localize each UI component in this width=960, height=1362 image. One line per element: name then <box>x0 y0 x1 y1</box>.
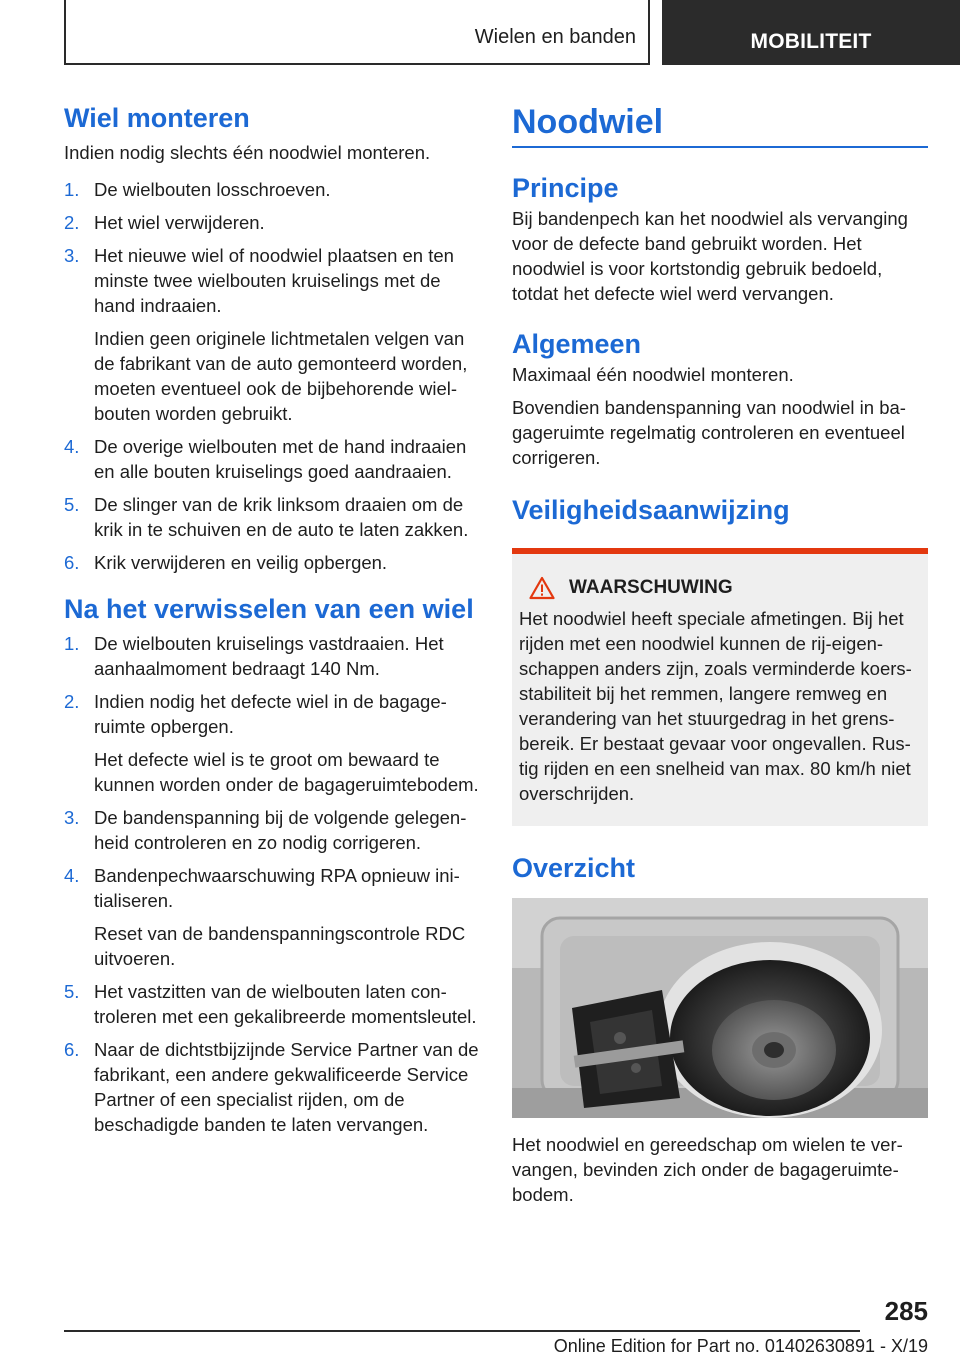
list-item <box>64 210 480 235</box>
warning-title <box>519 576 920 600</box>
step-note: Het defecte wiel is te groot om bewaard te kunnen worden onder de bagageruimtebodem. <box>94 749 479 795</box>
step-number: 6. <box>64 552 80 573</box>
list-item <box>64 177 480 202</box>
step-text: De overige wielbouten met de hand indraaien en alle bouten kruiselings goed aandraaien. <box>94 436 467 482</box>
heading-principe: Principe <box>512 173 619 203</box>
header-chapter-label: MOBILITEIT <box>750 29 872 53</box>
left-column <box>64 100 480 1137</box>
warning-text: Het noodwiel heeft speciale afmetingen. Bij het rijden met een noodwiel kunnen de rij-eigenschappen anders zijn, zoals verminderde koersstabiliteit bij het remmen, langere remweg en verandering van het stuurgedrag in het grensbereik. Er bestaat gevaar voor ongevallen. Rustig rijden en een snelheid van max. 80 km/h niet overschrijden. <box>519 608 912 804</box>
warning-label: WAARSCHUWING <box>569 577 733 598</box>
steps-wiel-monteren <box>64 177 480 575</box>
overzicht-caption: Het noodwiel en gereedschap om wielen te vervangen, bevinden zich onder de bagageruimtebodem. <box>512 1134 903 1205</box>
list-item <box>64 243 480 426</box>
spare-wheel-photo <box>512 898 928 1118</box>
intro-wiel-monteren: Indien nodig slechts één noodwiel monteren. <box>64 142 431 163</box>
header-chapter-tab <box>662 0 960 65</box>
step-number: 5. <box>64 981 80 1002</box>
heading-overzicht: Overzicht <box>512 853 636 883</box>
page-number: 285 <box>884 1296 928 1326</box>
step-number: 4. <box>64 436 80 457</box>
list-item <box>64 805 480 855</box>
step-number: 1. <box>64 633 80 654</box>
step-text: De bandenspanning bij de volgende gelegenheid controleren en zo nodig corrigeren. <box>94 807 467 853</box>
algemeen-text-2: Bovendien bandenspanning van noodwiel in bagageruimte regelmatig controleren en eventueel corrigeren. <box>512 397 906 468</box>
heading-noodwiel: Noodwiel <box>512 103 664 141</box>
step-text: Het wiel verwijderen. <box>94 212 265 233</box>
list-item <box>64 1037 480 1137</box>
list-item <box>64 434 480 484</box>
step-number: 6. <box>64 1039 80 1060</box>
step-text: Het nieuwe wiel of noodwiel plaatsen en ten minste twee wielbouten kruiselings met de hand indraaien. <box>94 245 454 316</box>
heading-algemeen: Algemeen <box>512 329 642 359</box>
step-text: Indien nodig het defecte wiel in de bagageruimte opbergen. <box>94 691 447 737</box>
algemeen-text-1: Maximaal één noodwiel monteren. <box>512 364 794 385</box>
step-text: Krik verwijderen en veilig opbergen. <box>94 552 388 573</box>
step-text: Bandenpechwaarschuwing RPA opnieuw initialiseren. <box>94 865 460 911</box>
list-item <box>64 492 480 542</box>
header-underline <box>64 63 650 65</box>
right-column <box>512 100 928 1207</box>
list-item <box>64 979 480 1029</box>
step-note: Indien geen originele lichtmetalen velgen van de fabrikant van de auto gemonteerd worden, moeten eventueel ook de bijbehorende wielbouten worden gebruikt. <box>94 328 468 424</box>
heading-veiligheid: Veiligheidsaanwijzing <box>512 495 790 525</box>
section-wiel-monteren <box>64 100 480 575</box>
section-na-verwisselen <box>64 591 480 1137</box>
step-number: 2. <box>64 212 80 233</box>
list-item <box>64 689 480 797</box>
heading-wiel-monteren: Wiel monteren <box>64 103 250 133</box>
step-text: Het vastzitten van de wielbouten laten controleren met een gekalibreerde momentsleutel. <box>94 981 477 1027</box>
principe-text: Bij bandenpech kan het noodwiel als vervanging voor de defecte band gebruikt worden. Het noodwiel is voor kortstondig gebruik bedoeld, totdat het defecte wiel werd vervangen. <box>512 208 908 304</box>
step-number: 1. <box>64 179 80 200</box>
list-item <box>64 550 480 575</box>
heading-na-verwisselen: Na het verwisselen van een wiel <box>64 594 474 624</box>
step-text: Naar de dichtstbijzijnde Service Partner van de fabrikant, een andere gekwalificeerde Service Partner of een specialist rijden, om de beschadigde banden te laten vervangen. <box>94 1039 479 1135</box>
list-item <box>64 863 480 971</box>
list-item <box>64 631 480 681</box>
header-divider-right <box>648 0 650 64</box>
title-rule <box>512 146 928 148</box>
step-text: De slinger van de krik linksom draaien om de krik in te schuiven en de auto te laten zakken. <box>94 494 469 540</box>
header-section-title: Wielen en banden <box>474 26 636 48</box>
warning-triangle-icon <box>529 576 555 600</box>
footer-rule <box>64 1330 860 1332</box>
step-number: 3. <box>64 245 80 266</box>
step-number: 4. <box>64 865 80 886</box>
step-number: 3. <box>64 807 80 828</box>
step-text: De wielbouten losschroeven. <box>94 179 331 200</box>
warning-box <box>512 548 928 826</box>
step-number: 2. <box>64 691 80 712</box>
step-number: 5. <box>64 494 80 515</box>
step-note: Reset van de bandenspanningscontrole RDC uitvoeren. <box>94 923 466 969</box>
step-text: De wielbouten kruiselings vastdraaien. Het aanhaalmoment bedraagt 140 Nm. <box>94 633 444 679</box>
footer-edition: Online Edition for Part no. 01402630891 - X/19 <box>553 1336 928 1356</box>
steps-na-verwisselen <box>64 631 480 1137</box>
